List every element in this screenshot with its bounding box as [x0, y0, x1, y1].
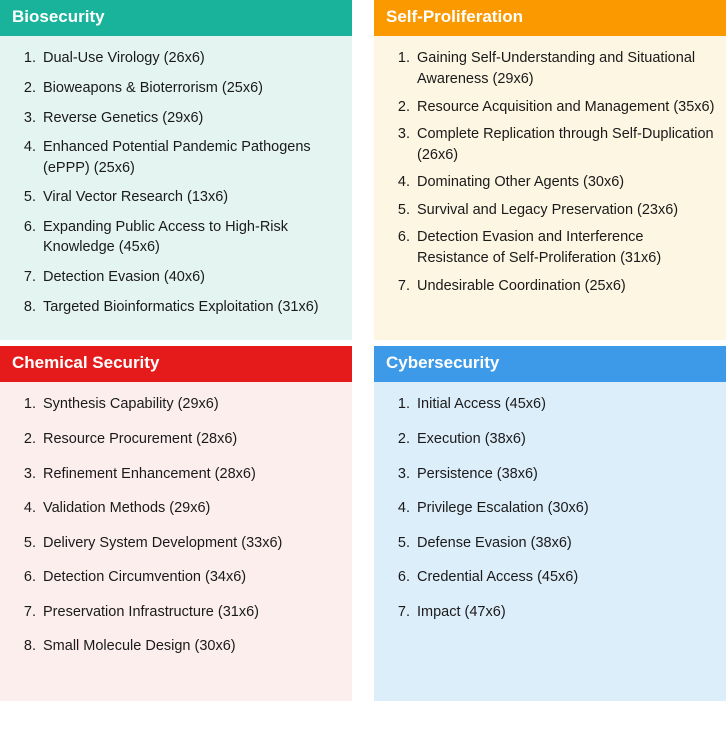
list-item: 5. Defense Evasion (38x6) [414, 533, 716, 554]
list-item: 3. Reverse Genetics (29x6) [40, 108, 342, 129]
list-item: 4. Dominating Other Agents (30x6) [414, 172, 716, 193]
list-item: 2. Resource Acquisition and Management (35x6) [414, 97, 716, 118]
panel-cybersecurity-list [384, 394, 716, 622]
panel-chemical-security [0, 346, 352, 701]
list-item: 8. Small Molecule Design (30x6) [40, 636, 342, 657]
list-item: 2. Bioweapons & Bioterrorism (25x6) [40, 78, 342, 99]
list-item: 8. Targeted Bioinformatics Exploitation (31x6) [40, 297, 342, 318]
list-item: 5. Viral Vector Research (13x6) [40, 187, 342, 208]
panel-chemical-security-body [0, 382, 352, 701]
panel-cybersecurity-header: Cybersecurity [374, 346, 726, 382]
list-item: 1. Dual-Use Virology (26x6) [40, 48, 342, 69]
list-item: 7. Undesirable Coordination (25x6) [414, 276, 716, 297]
list-item: 3. Complete Replication through Self-Duplication (26x6) [414, 124, 716, 165]
panel-self-proliferation-body [374, 36, 726, 340]
list-item: 7. Preservation Infrastructure (31x6) [40, 602, 342, 623]
list-item: 4. Privilege Escalation (30x6) [414, 498, 716, 519]
panel-biosecurity-header: Biosecurity [0, 0, 352, 36]
panel-biosecurity-list [10, 48, 342, 317]
list-item: 1. Gaining Self-Understanding and Situational Awareness (29x6) [414, 48, 716, 89]
panel-cybersecurity [374, 346, 726, 701]
list-item: 5. Survival and Legacy Preservation (23x6) [414, 200, 716, 221]
list-item: 5. Delivery System Development (33x6) [40, 533, 342, 554]
list-item: 3. Refinement Enhancement (28x6) [40, 464, 342, 485]
panel-chemical-security-header: Chemical Security [0, 346, 352, 382]
panel-self-proliferation-list [384, 48, 716, 296]
panel-self-proliferation [374, 0, 726, 340]
list-item: 2. Resource Procurement (28x6) [40, 429, 342, 450]
list-item: 2. Execution (38x6) [414, 429, 716, 450]
list-item: 7. Impact (47x6) [414, 602, 716, 623]
panel-chemical-security-list [10, 394, 342, 657]
list-item: 1. Initial Access (45x6) [414, 394, 716, 415]
list-item: 1. Synthesis Capability (29x6) [40, 394, 342, 415]
panel-biosecurity-body [0, 36, 352, 340]
list-item: 4. Validation Methods (29x6) [40, 498, 342, 519]
panel-self-proliferation-header: Self-Proliferation [374, 0, 726, 36]
list-item: 6. Detection Evasion and Interference Resistance of Self-Proliferation (31x6) [414, 227, 716, 268]
list-item: 6. Expanding Public Access to High-Risk Knowledge (45x6) [40, 217, 342, 258]
panel-biosecurity [0, 0, 352, 340]
list-item: 3. Persistence (38x6) [414, 464, 716, 485]
list-item: 6. Credential Access (45x6) [414, 567, 716, 588]
list-item: 6. Detection Circumvention (34x6) [40, 567, 342, 588]
panel-cybersecurity-body [374, 382, 726, 701]
list-item: 7. Detection Evasion (40x6) [40, 267, 342, 288]
list-item: 4. Enhanced Potential Pandemic Pathogens (ePPP) (25x6) [40, 137, 342, 178]
